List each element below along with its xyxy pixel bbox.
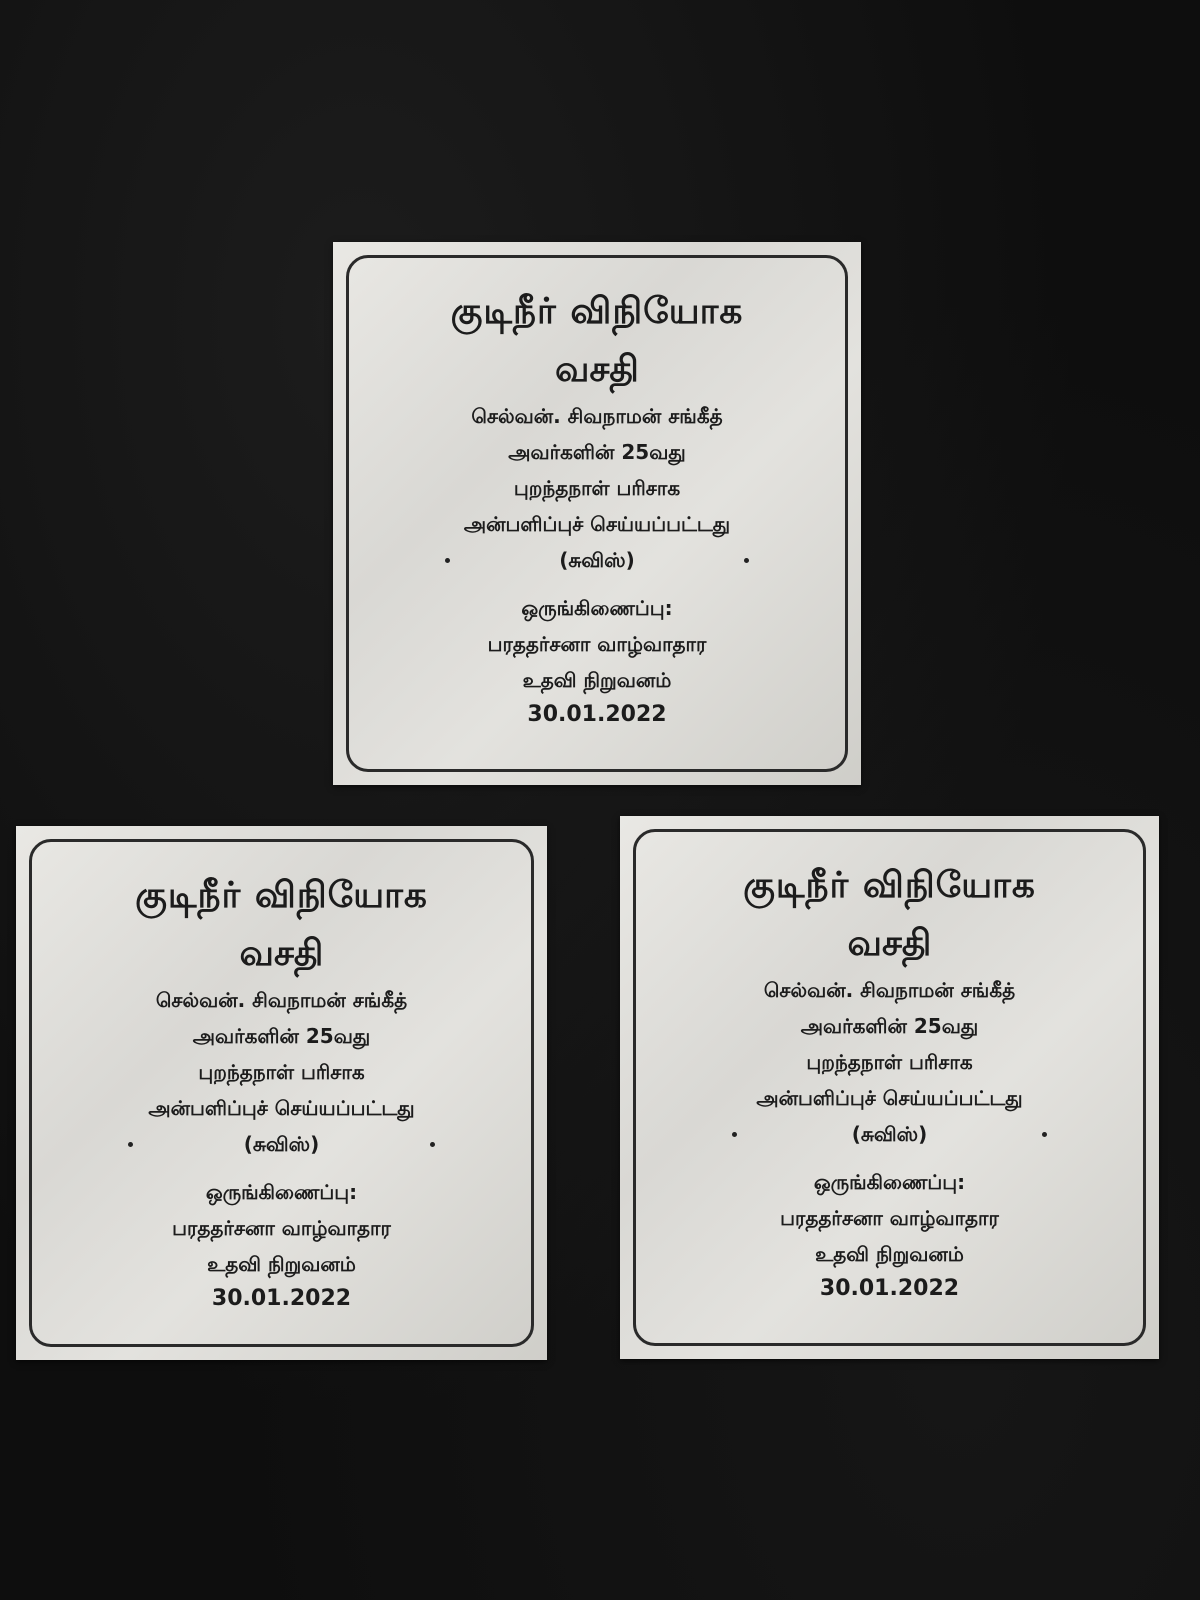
dedication-line: அவர்களின் 25வது (800, 1014, 979, 1038)
plaque-border (633, 829, 1146, 1346)
plaque-title: குடிநீர் விநியோக (135, 875, 428, 916)
dedication-line: செல்வன். சிவநாமன் சங்கீத் (763, 978, 1016, 1002)
dedication-line: அன்பளிப்புச் செய்யப்பட்டது (756, 1086, 1023, 1110)
screw-dot (430, 1142, 435, 1147)
plaque-title-line2: வசதி (847, 923, 932, 964)
origin-text: (சுவிஸ்) (559, 548, 635, 572)
screw-dot (744, 558, 749, 563)
organization-line: உதவி நிறுவனம் (522, 668, 672, 692)
plaque-bottom-right (620, 816, 1159, 1359)
plaque-bottom-left (16, 826, 547, 1360)
screw-dot (732, 1132, 737, 1137)
organization-line: பரததர்சனா வாழ்வாதார (487, 632, 707, 656)
plaque-top (333, 242, 861, 785)
dedication-line: அவர்களின் 25வது (508, 440, 686, 464)
coordination-label: ஒருங்கிணைப்பு: (521, 596, 673, 620)
origin-text: (சுவிஸ்) (851, 1122, 928, 1146)
plaque-title: குடிநீர் விநியோக (743, 865, 1036, 906)
plaque-border (29, 839, 534, 1347)
coordination-label: ஒருங்கிணைப்பு: (205, 1180, 358, 1204)
plaque-title-line2: வசதி (239, 933, 324, 974)
dedication-line: புறந்தநாள் பரிசாக (198, 1060, 365, 1084)
dedication-line: செல்வன். சிவநாமன் சங்கீத் (155, 988, 408, 1012)
screw-dot (445, 558, 450, 563)
coordination-label: ஒருங்கிணைப்பு: (813, 1170, 966, 1194)
origin-row (636, 1116, 1143, 1152)
screw-dot (1042, 1132, 1047, 1137)
organization-line: உதவி நிறுவனம் (207, 1252, 356, 1276)
organization-line: பரததர்சனா வாழ்வாதார (172, 1216, 391, 1240)
dedication-line: புறந்தநாள் பரிசாக (806, 1050, 973, 1074)
dedication-line: அன்பளிப்புச் செய்யப்பட்டது (463, 512, 731, 536)
plaque-title-line2: வசதி (555, 349, 639, 390)
plaque-date: 30.01.2022 (819, 1276, 960, 1301)
screw-dot (128, 1142, 133, 1147)
dedication-line: செல்வன். சிவநாமன் சங்கீத் (471, 404, 723, 428)
plaque-date: 30.01.2022 (211, 1286, 352, 1311)
plaque-border (346, 255, 848, 772)
dedication-line: அன்பளிப்புச் செய்யப்பட்டது (148, 1096, 415, 1120)
dedication-line: புறந்தநாள் பரிசாக (513, 476, 681, 500)
origin-text: (சுவிஸ்) (243, 1132, 320, 1156)
origin-row (32, 1126, 531, 1162)
plaque-title: குடிநீர் விநியோக (450, 291, 744, 332)
organization-line: பரததர்சனா வாழ்வாதார (780, 1206, 999, 1230)
origin-row (349, 542, 845, 578)
organization-line: உதவி நிறுவனம் (815, 1242, 964, 1266)
plaque-date: 30.01.2022 (527, 702, 667, 727)
dedication-line: அவர்களின் 25வது (192, 1024, 371, 1048)
